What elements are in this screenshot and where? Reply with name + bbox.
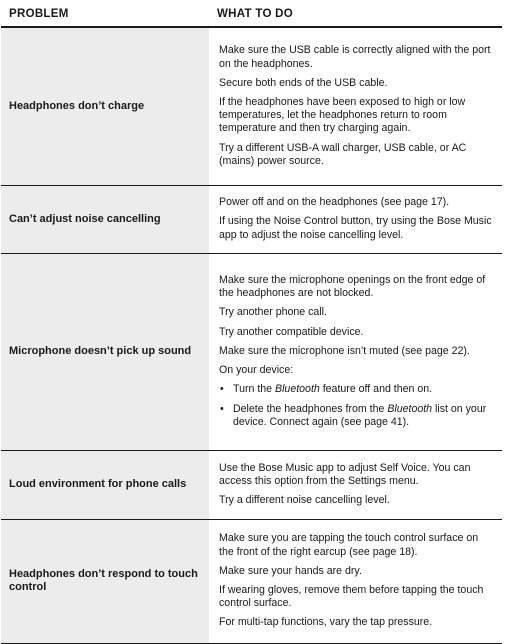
problem-cell: Headphones don’t charge (1, 27, 209, 185)
table-row (1, 185, 502, 253)
problem-cell: Can’t adjust noise cancelling (1, 185, 209, 253)
bullet-list (219, 383, 492, 429)
problem-cell: Loud environment for phone calls (1, 450, 209, 519)
bullet-item (219, 383, 492, 396)
table-row (1, 27, 502, 185)
bullet-dot-icon: • (220, 383, 224, 396)
header-what-to-do: WHAT TO DO (209, 0, 502, 27)
bullet-item (219, 403, 492, 429)
action-text: If using the Noise Control button, try using the Bose Music app to adjust the noise cancelling level. (219, 215, 492, 241)
bullet-text-after: feature off and then on. (319, 383, 433, 396)
bullet-text-before: Turn the (233, 383, 276, 396)
actions-cell (209, 450, 502, 519)
action-text: For multi-tap functions, vary the tap pressure. (219, 616, 433, 629)
action-text: Try another phone call. (219, 306, 327, 319)
action-text: Make sure you are tapping the touch control surface on the front of the right earcup (see page 18). (219, 532, 479, 558)
action-text: Try another compatible device. (219, 325, 364, 338)
action-text: Try a different USB-A wall charger, USB cable, or AC (mains) power source. (219, 141, 467, 167)
action-text: Power off and on the headphones (see page 17). (219, 196, 450, 209)
bullet-text-emphasis: Bluetooth (275, 383, 320, 396)
problem-cell: Microphone doesn’t pick up sound (1, 253, 209, 450)
actions-cell (209, 185, 502, 253)
header-problem: PROBLEM (1, 0, 209, 27)
bullet-dot-icon: • (220, 402, 224, 415)
troubleshooting-table (1, 0, 502, 644)
action-text: Make sure the microphone isn’t muted (see page 22). (219, 344, 470, 357)
action-text: If wearing gloves, remove them before tapping the touch control surface. (219, 584, 484, 610)
action-text: Make sure the USB cable is correctly aligned with the port on the headphones. (219, 44, 491, 70)
table-row (1, 519, 502, 643)
bullet-text-before: Delete the headphones from the (233, 402, 388, 415)
actions-cell (209, 253, 502, 450)
bullet-text-emphasis: Bluetooth (387, 402, 433, 415)
action-text: Use the Bose Music app to adjust Self Voice. You can access this option from the Settings menu. (219, 461, 471, 487)
actions-cell (209, 519, 502, 643)
action-text: Secure both ends of the USB cable. (219, 76, 388, 89)
action-text: Make sure your hands are dry. (219, 564, 362, 577)
table-header-row (1, 0, 502, 27)
action-text: If the headphones have been exposed to high or low temperatures, let the headphones return to room temperature and then try charging again. (219, 96, 466, 135)
action-text: Try a different noise cancelling level. (219, 494, 390, 507)
table-row (1, 450, 502, 519)
action-text: On your device: (219, 364, 294, 377)
problem-cell: Headphones don’t respond to touch control (1, 519, 209, 643)
table-row (1, 253, 502, 450)
actions-cell (209, 27, 502, 185)
bullet-text-after: list on your device. Connect again (see page 41). (233, 402, 487, 428)
action-text: Make sure the microphone openings on the front edge of the headphones are not blocked. (219, 274, 486, 300)
